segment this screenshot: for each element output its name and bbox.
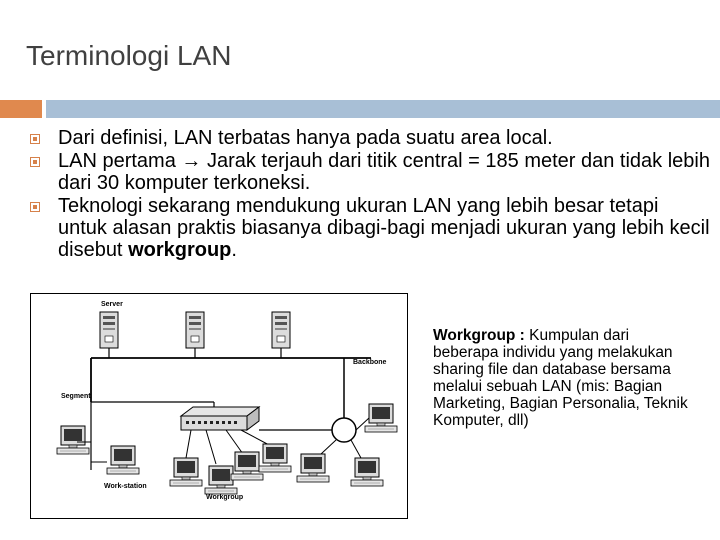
workgroup-label: Workgroup — [206, 494, 244, 501]
bullet-marker-icon — [30, 202, 40, 212]
repeater-icon — [332, 418, 356, 442]
bullet-item — [30, 127, 710, 149]
bullet-text: Dari definisi, LAN terbatas hanya pada suatu area local. — [58, 127, 553, 149]
workstation-icon — [297, 454, 329, 482]
workstation-icon — [107, 446, 139, 474]
bullet-text: Jarak terjauh dari titik central = 185 meter dan tidak lebih dari 30 komputer terkoneksi. — [58, 150, 710, 194]
bullet-text: LAN pertama — [58, 150, 182, 172]
workstation-icon — [351, 458, 383, 486]
bullet-marker-icon — [30, 157, 40, 167]
workgroup-definition — [433, 327, 695, 429]
bullet-text: Teknologi sekarang mendukung ukuran LAN yang lebih besar tetapi untuk alasan praktis biasanya dibagi-bagi menjadi ukuran yang lebih kecil disebut — [58, 195, 710, 261]
accent-bar-orange — [0, 100, 42, 118]
server-icon — [186, 312, 204, 348]
lan-diagram-svg — [31, 294, 407, 518]
backbone-label: Backbone — [353, 359, 387, 366]
workstation-icon — [231, 452, 263, 480]
bullet-list — [30, 127, 710, 262]
workstation-icon — [57, 426, 89, 454]
accent-bar-blue — [46, 100, 720, 118]
bullet-text-end: . — [231, 239, 237, 261]
definition-term: Workgroup : — [433, 327, 525, 344]
definition-text: Kumpulan dari beberapa individu yang melakukan sharing file dan database bersama melalui sebuah LAN (mis: Bagian Marketing, Bagian Personalia, Teknik Komputer, dll) — [433, 327, 688, 429]
segment-label: Segment — [61, 393, 91, 400]
bullet-item — [30, 150, 710, 194]
workstation-icon — [365, 404, 397, 432]
arrow-right-icon: → — [181, 150, 202, 172]
workstation-icon — [170, 458, 202, 486]
hub-icon — [181, 407, 259, 430]
server-icon — [272, 312, 290, 348]
workstation-label: Work-station — [104, 483, 147, 490]
bullet-marker-icon — [30, 134, 40, 144]
workgroup-term: workgroup — [128, 239, 232, 261]
bullet-item — [30, 195, 710, 261]
workstation-icon — [259, 444, 291, 472]
slide-title: Terminologi LAN — [26, 40, 232, 71]
lan-diagram — [30, 293, 408, 519]
server-icon — [100, 312, 118, 348]
server-label: Server — [101, 301, 123, 308]
